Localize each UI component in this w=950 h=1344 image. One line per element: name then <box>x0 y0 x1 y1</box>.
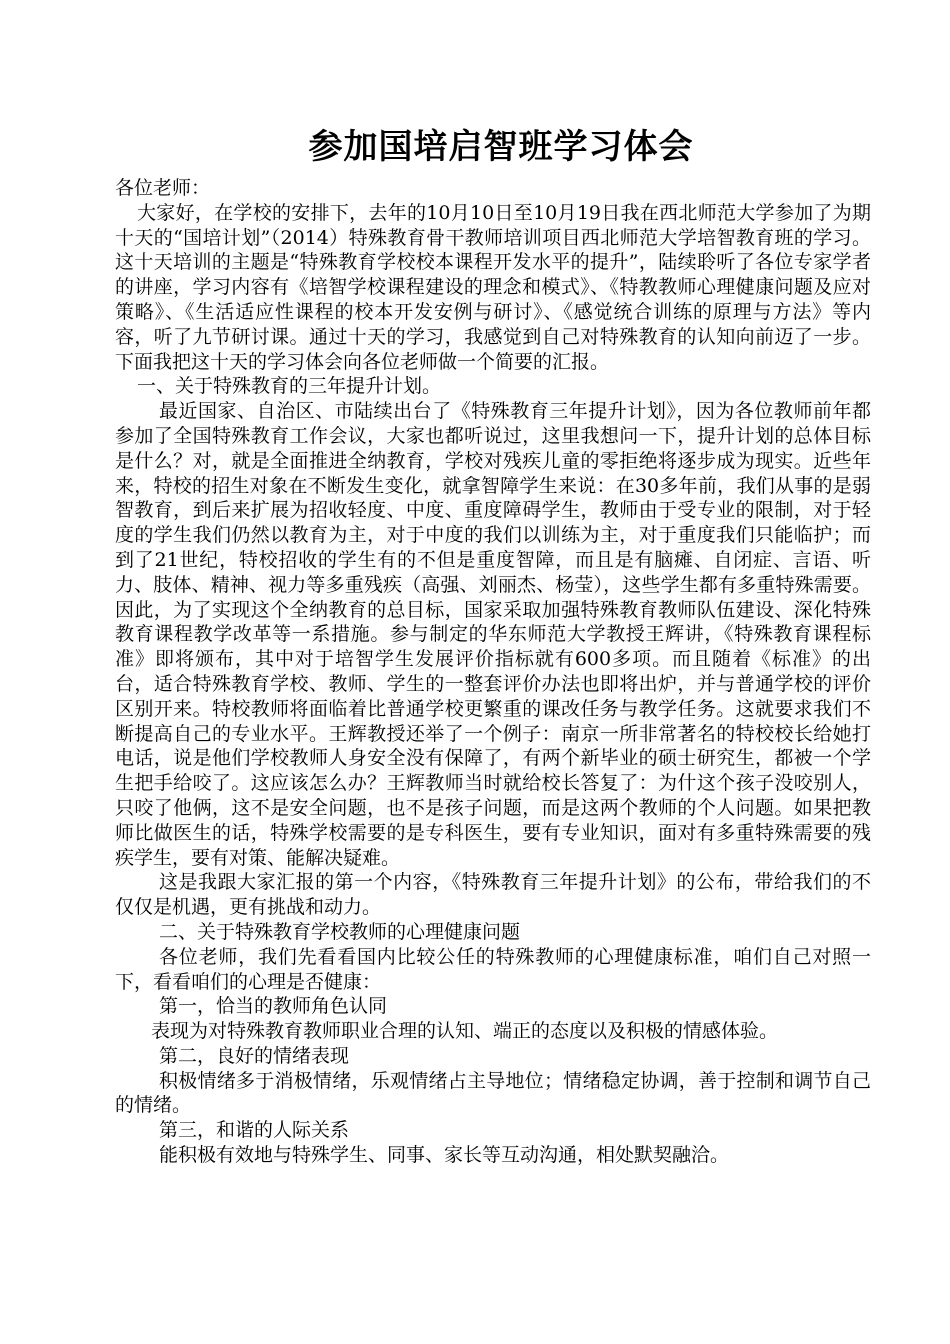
section-heading-2: 二、关于特殊教育学校教师的心理健康问题 <box>159 920 521 943</box>
section-1-body-paragraph: 最近国家、自治区、市陆续出台了《特殊教育三年提升计划》，因为各位教师前年都参加了全国特殊教育工作会议，大家也都听说过，这里我想问一下，提升计划的总体目标是什么？对，就是全面推进全纳教育，学校对残疾儿童的零拒绝将逐步成为现实。近些年来，特校的招生对象在不断发生变化，就拿智障学生来说：在30多年前，我们从事的是弱智教育，到后来扩展为招收轻度、中度、重度障碍学生，教师由于受专业的限制，对于轻度的学生我们仍然以教育为主，对于中度的我们以训练为主，对于重度我们只能临护；而到了21世纪，特校招收的学生有的不但是重度智障，而且是有脑瘫、自闭症、言语、听力、肢体、精神、视力等多重残疾（高强、刘丽杰、杨莹），这些学生都有多重特殊需要。因此，为了实现这个全纳教育的总目标，国家采取加强特殊教育教师队伍建设、深化特殊教育课程教学改革等一系措施。参与制定的华东师范大学教授王辉讲，《特殊教育课程标准》即将颁布，其中对于培智学生发展评价指标就有600多项。而且随着《标准》的出台，适合特殊教育学校、教师、学生的一整套评价办法也即将出炉，并与普通学校的评价区别开来。特校教师将面临着比普通学校更繁重的课改任务与教学任务。这就要求我们不断提高自己的专业水平。王辉教授还举了一个例子：南京一所非常著名的特校校长给她打电话，说是他们学校教师人身安全没有保障了，有两个新毕业的硕士研究生，都被一个学生把手给咬了。这应该怎么办？王辉教师当时就给校长答复了：为什这个孩子没咬别人，只咬了他俩，这不是安全问题，也不是孩子问题，而是这两个教师的个人问题。如果把教师比做医生的话，特殊学校需要的是专科医生，要有专业知识，面对有多重特殊需要的残疾学生，要有对策、能解决疑难。 <box>115 400 871 869</box>
criterion-1-body: 表现为对特殊教育教师职业合理的认知、端正的态度以及积极的情感体验。 <box>151 1020 779 1043</box>
intro-paragraph: 大家好，在学校的安排下，去年的10月10日至10月19日我在西北师范大学参加了为期十天的“国培计划”（2014）特殊教育骨干教师培训项目西北师范大学培智教育班的学习。这十天培训的主题是“特殊教育学校校本课程开发水平的提升”，陆续聆听了各位专家学者的讲座，学习内容有《培智学校课程建设的理念和模式》、《特教教师心理健康问题及应对策略》、《生活适应性课程的校本开发安例与研讨》、《感觉统合训练的原理与方法》等内容，听了九节研讨课。通过十天的学习，我感觉到自己对特殊教育的认知向前迈了一步。下面我把这十天的学习体会向各位老师做一个简要的汇报。 <box>115 201 871 373</box>
section-heading-1: 一、关于特殊教育的三年提升计划。 <box>137 375 442 398</box>
criterion-2-heading: 第二，良好的情绪表现 <box>159 1044 350 1067</box>
criterion-2-body: 积极情绪多于消极情绪，乐观情绪占主导地位；情绪稳定协调，善于控制和调节自己的情绪。 <box>115 1069 871 1117</box>
criterion-3-body: 能积极有效地与特殊学生、同事、家长等互动沟通，相处默契融洽。 <box>159 1144 730 1167</box>
document-body <box>115 176 871 1168</box>
criterion-1-heading: 第一，恰当的教师角色认同 <box>159 995 388 1018</box>
section-2-intro-paragraph: 各位老师，我们先看看国内比较公任的特殊教师的心理健康标准，咱们自己对照一下，看看咱们的心理是否健康： <box>115 945 871 993</box>
greeting-paragraph: 各位老师： <box>115 177 211 199</box>
document-page <box>115 118 871 1168</box>
section-1-summary-paragraph: 这是我跟大家汇报的第一个内容，《特殊教育三年提升计划》的公布，带给我们的不仅仅是机遇，更有挑战和动力。 <box>115 871 871 919</box>
criterion-3-heading: 第三，和谐的人际关系 <box>159 1119 350 1142</box>
document-title: 参加国培启智班学习体会 <box>308 127 694 167</box>
